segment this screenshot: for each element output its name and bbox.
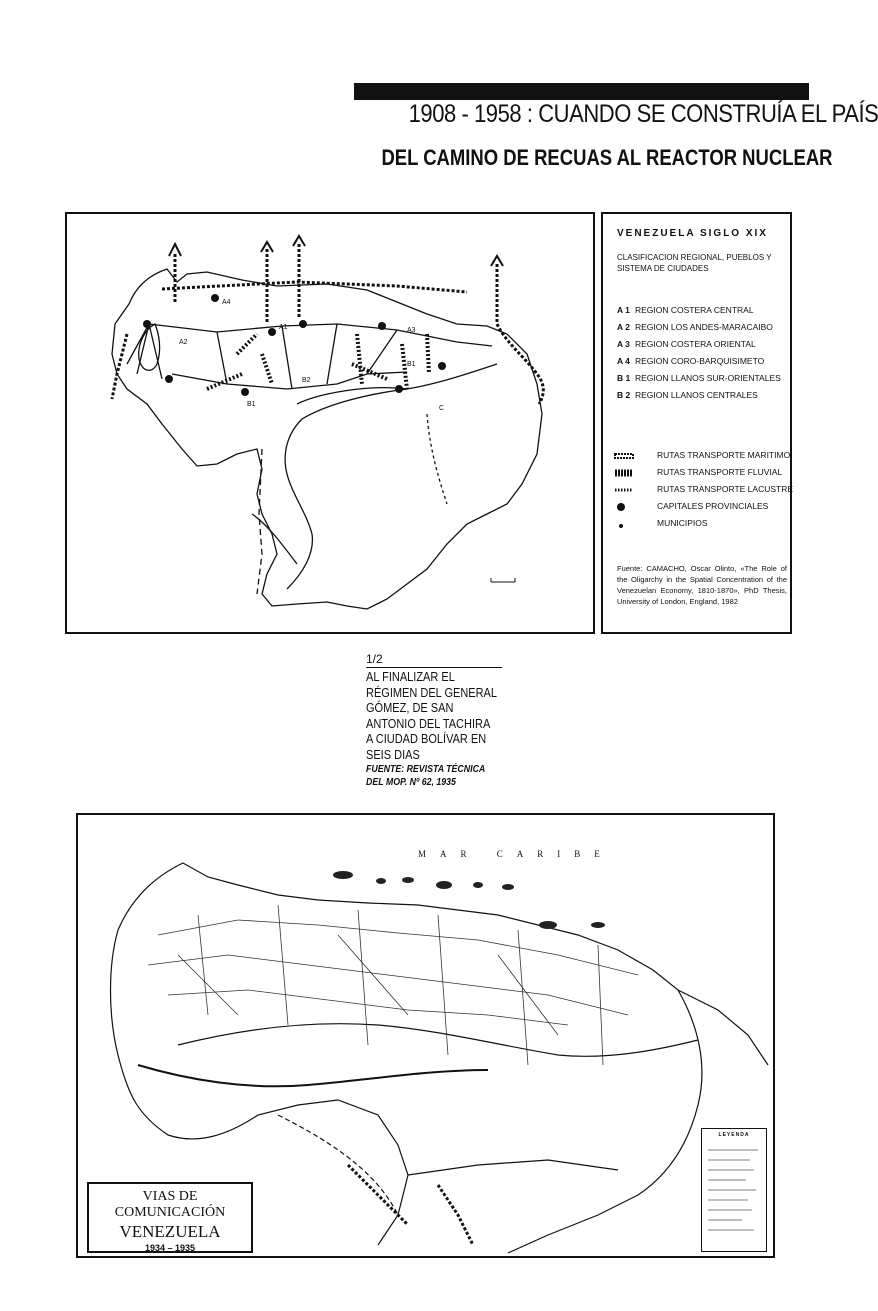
symbol-maritime: RUTAS TRANSPORTE MARITIMO	[613, 450, 790, 460]
river	[285, 389, 407, 589]
map1-drawing	[67, 214, 593, 632]
legend-source: Fuente: CAMACHO, Oscar Olinto, «The Role of the Oligarchy in the Spatial Concentration of the Venezuelan Economy, 1810-1870», PhD Thesis, University of London, England, 1982	[617, 564, 787, 606]
map2-legend-lines	[702, 1138, 764, 1243]
symbol-municipio: MUNICIPIOS	[613, 518, 708, 528]
symbol-capital: CAPITALES PROVINCIALES	[613, 501, 768, 511]
country-outline-2	[118, 863, 768, 1065]
label-a3: A3	[407, 327, 416, 334]
map-vias-de-comunicacion	[76, 813, 775, 1258]
map2-title-line2: VENEZUELA	[119, 1222, 221, 1241]
caption-number: 1/2	[366, 652, 502, 668]
label-a2: A2	[179, 339, 188, 346]
legend-subtitle: CLASIFICACION REGIONAL, PUEBLOS Y SISTEMA DE CIUDADES	[617, 253, 772, 273]
page-title: 1908 - 1958 : CUANDO SE CONSTRUÍA EL PAÍS	[408, 100, 878, 128]
label-a4: A4	[222, 299, 231, 306]
map2-title-box	[87, 1182, 253, 1253]
map-venezuela-siglo-xix	[65, 212, 595, 634]
region-item: A 4 REGION CORO-BARQUISIMETO	[617, 356, 765, 366]
label-c: C	[439, 405, 445, 412]
region-item: A 1 REGION COSTERA CENTRAL	[617, 305, 754, 315]
fluvial-route-icon	[613, 469, 637, 477]
legend-title: VENEZUELA SIGLO XIX	[617, 228, 768, 239]
maritime-route-icon	[613, 452, 637, 460]
country-outline	[112, 269, 542, 609]
map2-years: 1934 – 1935	[144, 1243, 196, 1253]
figure-caption	[366, 652, 502, 789]
map2-legend	[701, 1128, 767, 1252]
label-b1-west: B1	[247, 401, 256, 408]
label-a1: A1	[279, 324, 288, 331]
lacustre-route-icon	[613, 486, 637, 494]
municipio-dot-icon	[613, 520, 637, 528]
map2-legend-heading: LEYENDA	[718, 1132, 750, 1138]
label-b1: B1	[407, 361, 416, 368]
header-rule	[354, 83, 809, 100]
symbol-fluvial: RUTAS TRANSPORTE FLUVIAL	[613, 467, 782, 477]
region-item: B 2 REGION LLANOS CENTRALES	[617, 390, 758, 400]
scale-bar	[491, 578, 515, 582]
capital-dot-icon	[613, 503, 637, 511]
region-item: A 2 REGION LOS ANDES-MARACAIBO	[617, 322, 773, 332]
map2-title-line1: VIAS DE COMUNICACIÓN	[114, 1189, 226, 1220]
label-b2: B2	[302, 377, 311, 384]
symbol-lacustre: RUTAS TRANSPORTE LACUSTRE	[613, 484, 793, 494]
page-subtitle: DEL CAMINO DE RECUAS AL REACTOR NUCLEAR	[381, 145, 833, 170]
region-item: B 1 REGION LLANOS SUR-ORIENTALES	[617, 373, 781, 383]
sea-label: MAR CARIBE	[418, 849, 614, 859]
caption-text: AL FINALIZAR EL RÉGIMEN DEL GENERAL GÓMEZ, DE SAN ANTONIO DEL TACHIRA A CIUDAD BOLÍVAR EN SEIS DIAS	[366, 670, 497, 762]
region-item: A 3 REGION COSTERA ORIENTAL	[617, 339, 756, 349]
caption-source: FUENTE: REVISTA TÉCNICA DEL MOP. Nº 62, 1935	[366, 764, 485, 788]
map1-legend	[601, 212, 792, 634]
